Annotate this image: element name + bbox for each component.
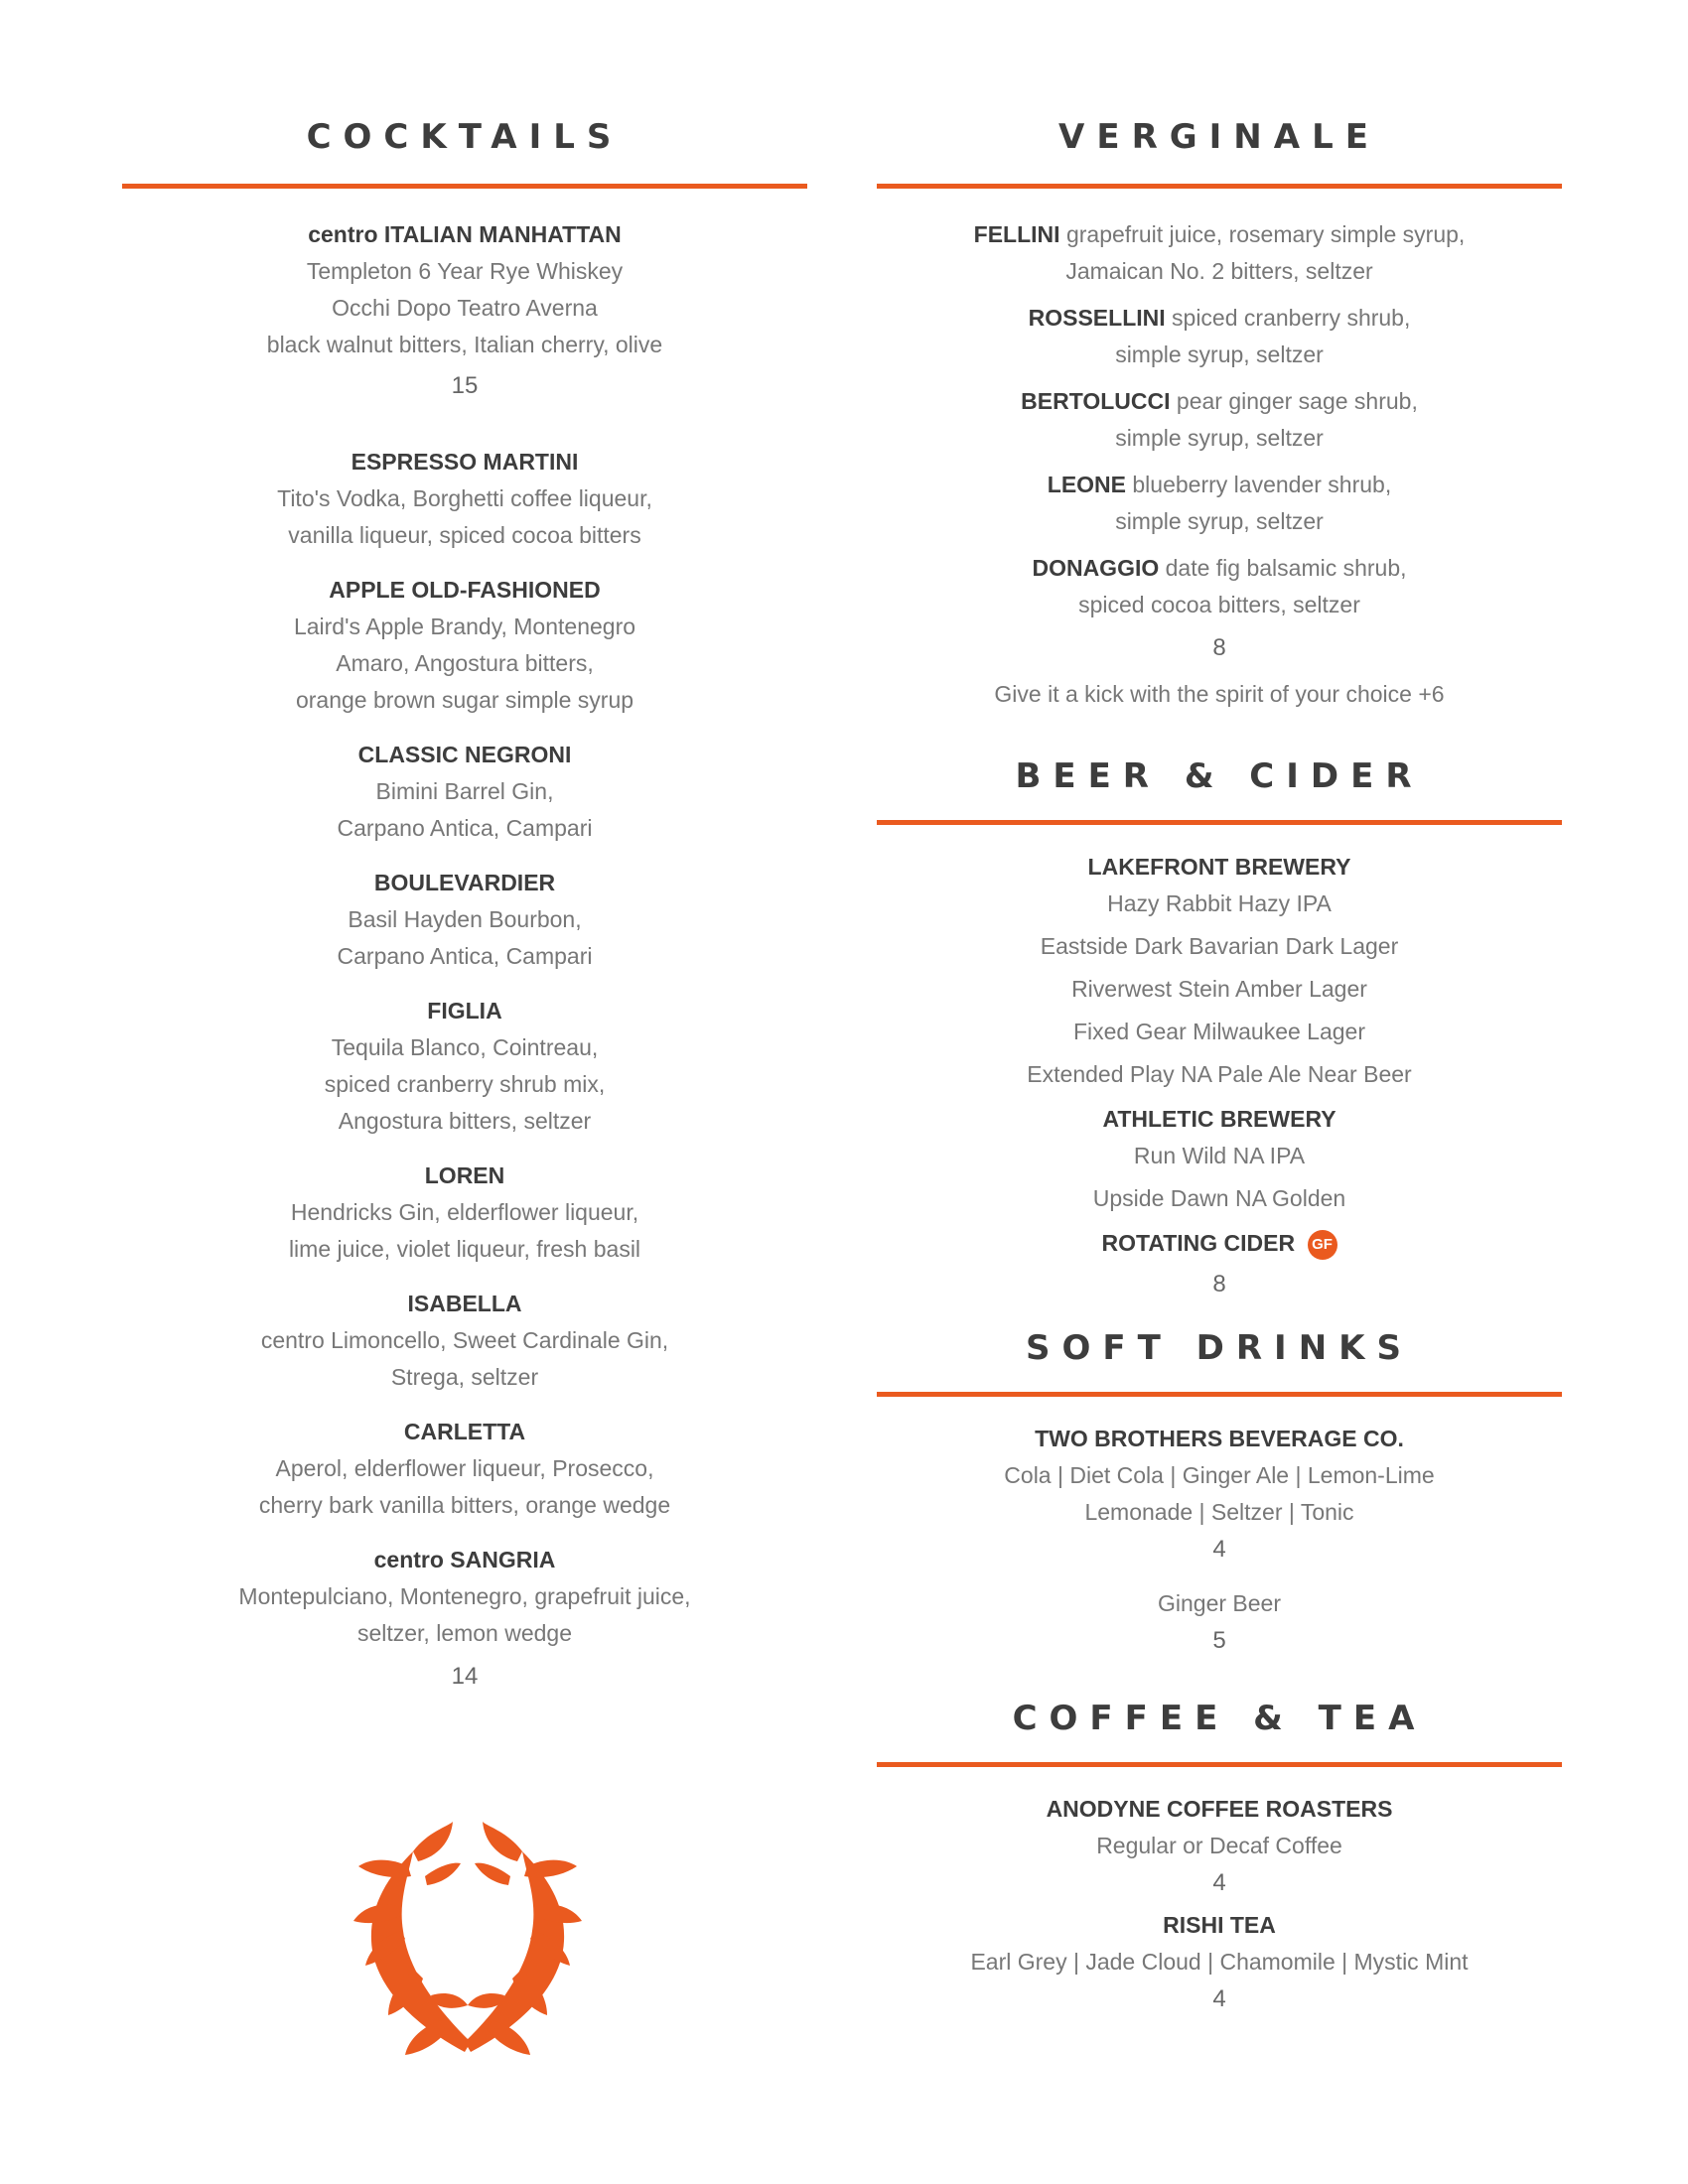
rotating-cider-label: ROTATING CIDER bbox=[1101, 1230, 1296, 1256]
verginale-item bbox=[877, 216, 1562, 290]
ginger-beer-line: Ginger Beer bbox=[1157, 1590, 1281, 1616]
cocktail-desc: cherry bark vanilla bitters, orange wedge bbox=[258, 1492, 671, 1518]
verginale-desc-cont: simple syrup, seltzer bbox=[1115, 425, 1324, 451]
cocktail-desc: Angostura bitters, seltzer bbox=[338, 1108, 592, 1134]
cocktail-item bbox=[122, 1414, 807, 1524]
cocktail-name: ESPRESSO MARTINI bbox=[351, 449, 579, 475]
cocktail-desc: Aperol, elderflower liqueur, Prosecco, bbox=[275, 1455, 654, 1481]
cocktail-desc: Basil Hayden Bourbon, bbox=[348, 906, 582, 932]
beer-group bbox=[877, 1101, 1562, 1217]
beer-price: 8 bbox=[1212, 1271, 1226, 1297]
soft-drinks-line: Lemonade | Seltzer | Tonic bbox=[1084, 1499, 1354, 1525]
beer-line: Eastside Dark Bavarian Dark Lager bbox=[1040, 933, 1399, 959]
cocktail-name: BOULEVARDIER bbox=[373, 870, 556, 895]
laurel-crest-icon bbox=[353, 1822, 582, 2060]
soft-drinks-brand: TWO BROTHERS BEVERAGE CO. bbox=[1035, 1426, 1404, 1451]
cocktail-name: centro SANGRIA bbox=[373, 1547, 556, 1572]
soft-drinks-line: Cola | Diet Cola | Ginger Ale | Lemon-Lime bbox=[1004, 1462, 1435, 1488]
cocktail-name: CLASSIC NEGRONI bbox=[357, 742, 572, 767]
verginale-desc-cont: simple syrup, seltzer bbox=[1115, 341, 1324, 367]
soft-drinks-price: 4 bbox=[1212, 1536, 1226, 1563]
coffee-price: 4 bbox=[1212, 1869, 1226, 1896]
soft-drinks-divider bbox=[877, 1392, 1562, 1397]
cocktail-desc: orange brown sugar simple syrup bbox=[295, 687, 634, 713]
brewery-name: ATHLETIC BREWERY bbox=[1102, 1106, 1336, 1132]
cocktail-item bbox=[122, 865, 807, 975]
beer-divider bbox=[877, 820, 1562, 825]
beer-line: Extended Play NA Pale Ale Near Beer bbox=[1027, 1061, 1412, 1087]
coffee-heading: COFFEE & TEA bbox=[1012, 1699, 1427, 1738]
cocktail-desc: Occhi Dopo Teatro Averna bbox=[332, 295, 598, 321]
verginale-desc: blueberry lavender shrub, bbox=[1132, 472, 1392, 497]
beer-line: Hazy Rabbit Hazy IPA bbox=[1107, 890, 1332, 916]
cocktail-desc: Laird's Apple Brandy, Montenegro bbox=[293, 614, 636, 639]
cocktail-desc: Hendricks Gin, elderflower liqueur, bbox=[290, 1199, 639, 1225]
cocktail-desc: Bimini Barrel Gin, bbox=[375, 778, 554, 804]
cocktail-item bbox=[122, 1286, 807, 1396]
cocktail-price: 15 bbox=[451, 372, 479, 399]
brewery-name: LAKEFRONT BREWERY bbox=[1087, 854, 1351, 880]
verginale-name: FELLINI bbox=[973, 221, 1060, 247]
cocktail-desc: vanilla liqueur, spiced cocoa bitters bbox=[288, 522, 641, 548]
verginale-name: DONAGGIO bbox=[1032, 555, 1160, 581]
verginale-item bbox=[877, 550, 1562, 623]
cocktail-item bbox=[122, 216, 807, 363]
verginale-desc: date fig balsamic shrub, bbox=[1165, 555, 1407, 581]
beer-line: Fixed Gear Milwaukee Lager bbox=[1072, 1019, 1366, 1044]
coffee-brand: ANODYNE COFFEE ROASTERS bbox=[1046, 1796, 1393, 1822]
rotating-cider bbox=[877, 1225, 1562, 1262]
coffee-line: Regular or Decaf Coffee bbox=[1096, 1833, 1342, 1858]
verginale-name: BERTOLUCCI bbox=[1021, 388, 1171, 414]
cocktail-desc: Tito's Vodka, Borghetti coffee liqueur, bbox=[277, 485, 652, 511]
verginale-note: Give it a kick with the spirit of your choice +6 bbox=[994, 681, 1445, 707]
tea-line: Earl Grey | Jade Cloud | Chamomile | Mystic Mint bbox=[970, 1949, 1469, 1975]
drinks-column bbox=[877, 113, 1562, 2017]
cocktails-column bbox=[122, 113, 807, 1712]
verginale-desc: grapefruit juice, rosemary simple syrup, bbox=[1065, 221, 1466, 247]
cocktail-price: 14 bbox=[451, 1663, 479, 1690]
cocktail-name: CARLETTA bbox=[403, 1419, 526, 1444]
beer-heading: BEER & CIDER bbox=[1015, 756, 1424, 796]
cocktail-desc: Montepulciano, Montenegro, grapefruit juice, bbox=[238, 1583, 691, 1609]
gluten-free-badge: GF bbox=[1308, 1230, 1337, 1260]
cocktail-item bbox=[122, 993, 807, 1140]
cocktail-desc: Tequila Blanco, Cointreau, bbox=[331, 1034, 599, 1060]
tea-brand: RISHI TEA bbox=[1163, 1912, 1276, 1938]
cocktail-name: FIGLIA bbox=[427, 998, 502, 1024]
cocktail-name: centro ITALIAN MANHATTAN bbox=[308, 221, 622, 247]
beer-line: Upside Dawn NA Golden bbox=[1092, 1185, 1346, 1211]
cocktail-item bbox=[122, 1542, 807, 1652]
cocktail-desc: Templeton 6 Year Rye Whiskey bbox=[306, 258, 624, 284]
cocktail-desc: seltzer, lemon wedge bbox=[356, 1620, 573, 1646]
cocktail-desc: black walnut bitters, Italian cherry, olive bbox=[266, 332, 663, 357]
cocktail-name: ISABELLA bbox=[407, 1291, 522, 1316]
cocktails-divider bbox=[122, 184, 807, 189]
verginale-item bbox=[877, 300, 1562, 373]
tea-price: 4 bbox=[1212, 1985, 1226, 2012]
cocktail-name: APPLE OLD-FASHIONED bbox=[329, 577, 601, 603]
cocktail-desc: Carpano Antica, Campari bbox=[337, 815, 593, 841]
cocktails-heading: COCKTAILS bbox=[306, 117, 624, 157]
verginale-price: 8 bbox=[1212, 634, 1226, 661]
verginale-desc-cont: Jamaican No. 2 bitters, seltzer bbox=[1065, 258, 1373, 284]
beer-line: Riverwest Stein Amber Lager bbox=[1071, 976, 1367, 1002]
cocktail-desc: Amaro, Angostura bitters, bbox=[336, 650, 594, 676]
verginale-name: LEONE bbox=[1047, 472, 1126, 497]
cocktail-name: LOREN bbox=[424, 1162, 505, 1188]
cocktail-desc: Carpano Antica, Campari bbox=[337, 943, 593, 969]
soft-drinks-heading: SOFT DRINKS bbox=[1026, 1328, 1413, 1368]
verginale-heading: VERGINALE bbox=[1058, 117, 1380, 157]
beer-line: Run Wild NA IPA bbox=[1133, 1143, 1306, 1168]
verginale-divider bbox=[877, 184, 1562, 189]
cocktail-item bbox=[122, 1158, 807, 1268]
verginale-item bbox=[877, 383, 1562, 457]
verginale-item bbox=[877, 467, 1562, 540]
cocktail-item bbox=[122, 737, 807, 847]
verginale-name: ROSSELLINI bbox=[1028, 305, 1166, 331]
cocktail-desc: centro Limoncello, Sweet Cardinale Gin, bbox=[260, 1327, 669, 1353]
verginale-desc: spiced cranberry shrub, bbox=[1172, 305, 1411, 331]
cocktail-desc: spiced cranberry shrub mix, bbox=[324, 1071, 606, 1097]
verginale-desc-cont: spiced cocoa bitters, seltzer bbox=[1078, 592, 1360, 617]
cocktail-item bbox=[122, 572, 807, 719]
cocktail-desc: lime juice, violet liqueur, fresh basil bbox=[288, 1236, 641, 1262]
verginale-desc: pear ginger sage shrub, bbox=[1176, 388, 1418, 414]
coffee-divider bbox=[877, 1762, 1562, 1767]
ginger-beer-price: 5 bbox=[1212, 1627, 1226, 1654]
beer-group bbox=[877, 849, 1562, 1093]
verginale-desc-cont: simple syrup, seltzer bbox=[1115, 508, 1324, 534]
cocktail-desc: Strega, seltzer bbox=[390, 1364, 539, 1390]
cocktail-item bbox=[122, 444, 807, 554]
